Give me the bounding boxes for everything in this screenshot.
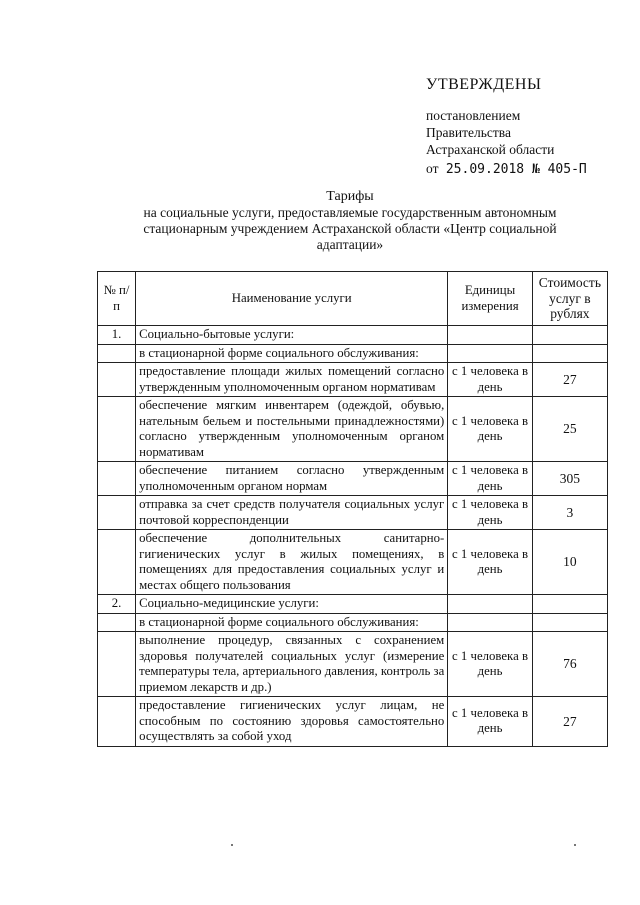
row-cost: 10 [532,530,607,595]
table-row [98,462,608,496]
row-num [98,363,136,397]
scan-speck [231,844,233,846]
row-name: предоставление площади жилых помещений согласно утвержденным уполномоченным органом нормативам [136,363,448,397]
table-row [98,326,608,345]
row-unit [448,344,532,363]
row-name: Социально-бытовые услуги: [136,326,448,345]
row-num [98,496,136,530]
table-row [98,496,608,530]
row-name: обеспечение мягким инвентарем (одеждой, обувью, нательным бельем и постельными принадлежностями) согласно утвержденным уполномоченным органом нормативам [136,397,448,462]
approval-date-line [426,160,626,179]
table-row [98,613,608,632]
row-cost: 305 [532,462,607,496]
row-num [98,530,136,595]
row-cost [532,326,607,345]
row-unit: с 1 человека в день [448,632,532,697]
row-name: отправка за счет средств получателя социальных услуг почтовой корреспонденции [136,496,448,530]
row-cost: 3 [532,496,607,530]
header-cost: Стоимость услуг в рублях [532,272,607,326]
row-cost: 27 [532,363,607,397]
row-name: обеспечение питанием согласно утвержденным уполномоченным органом нормам [136,462,448,496]
row-num [98,697,136,747]
row-unit [448,595,532,614]
approval-line-2: Правительства [426,125,511,140]
row-num [98,632,136,697]
row-cost [532,595,607,614]
table-row [98,632,608,697]
row-num: 1. [98,326,136,345]
table-row [98,697,608,747]
row-unit: с 1 человека в день [448,363,532,397]
table-header-row [98,272,608,326]
approval-date-value: 25.09.2018 № 405-П [445,162,587,177]
row-name: в стационарной форме социального обслуживания: [136,613,448,632]
approval-line-1: постановлением [426,108,521,123]
row-cost [532,344,607,363]
table-row [98,530,608,595]
title-line-3: стационарным учреждением Астраханской области «Центр социальной [143,221,557,236]
row-unit: с 1 человека в день [448,496,532,530]
header-unit: Единицы измерения [448,272,532,326]
row-name: предоставление гигиенических услуг лицам, не способным по состоянию здоровья самостоятельно осуществлять за собой уход [136,697,448,747]
title-line-2: на социальные услуги, предоставляемые государственным автономным [143,205,557,220]
row-unit: с 1 человека в день [448,530,532,595]
row-cost: 76 [532,632,607,697]
row-unit: с 1 человека в день [448,462,532,496]
header-num: № п/п [98,272,136,326]
row-name: Социально-медицинские услуги: [136,595,448,614]
row-cost: 27 [532,697,607,747]
approval-block [426,76,626,179]
row-num [98,462,136,496]
row-cost: 25 [532,397,607,462]
row-unit [448,326,532,345]
table-row [98,595,608,614]
row-num [98,344,136,363]
approval-line-3: Астраханской области [426,142,555,157]
title-line-1: Тарифы [326,189,374,204]
row-num [98,613,136,632]
row-cost [532,613,607,632]
row-name: в стационарной форме социального обслуживания: [136,344,448,363]
approval-date-prefix: от [426,161,439,176]
row-unit [448,613,532,632]
tariffs-table [97,271,608,747]
row-num: 2. [98,595,136,614]
document-title [100,188,600,253]
approval-heading: УТВЕРЖДЕНЫ [426,76,542,93]
table-row [98,397,608,462]
row-name: выполнение процедур, связанных с сохранением здоровья получателей социальных услуг (измерение температуры тела, артериального давления, контроль за приемом лекарств и др.) [136,632,448,697]
title-line-4: адаптации» [316,237,384,252]
row-unit: с 1 человека в день [448,397,532,462]
row-name: обеспечение дополнительных санитарно-гигиенических услуг в жилых помещениях, в помещениях для предоставления социальных услуг и местах общего пользования [136,530,448,595]
table-row [98,344,608,363]
row-num [98,397,136,462]
scan-speck [574,844,576,846]
table-row [98,363,608,397]
row-unit: с 1 человека в день [448,697,532,747]
header-name: Наименование услуги [136,272,448,326]
